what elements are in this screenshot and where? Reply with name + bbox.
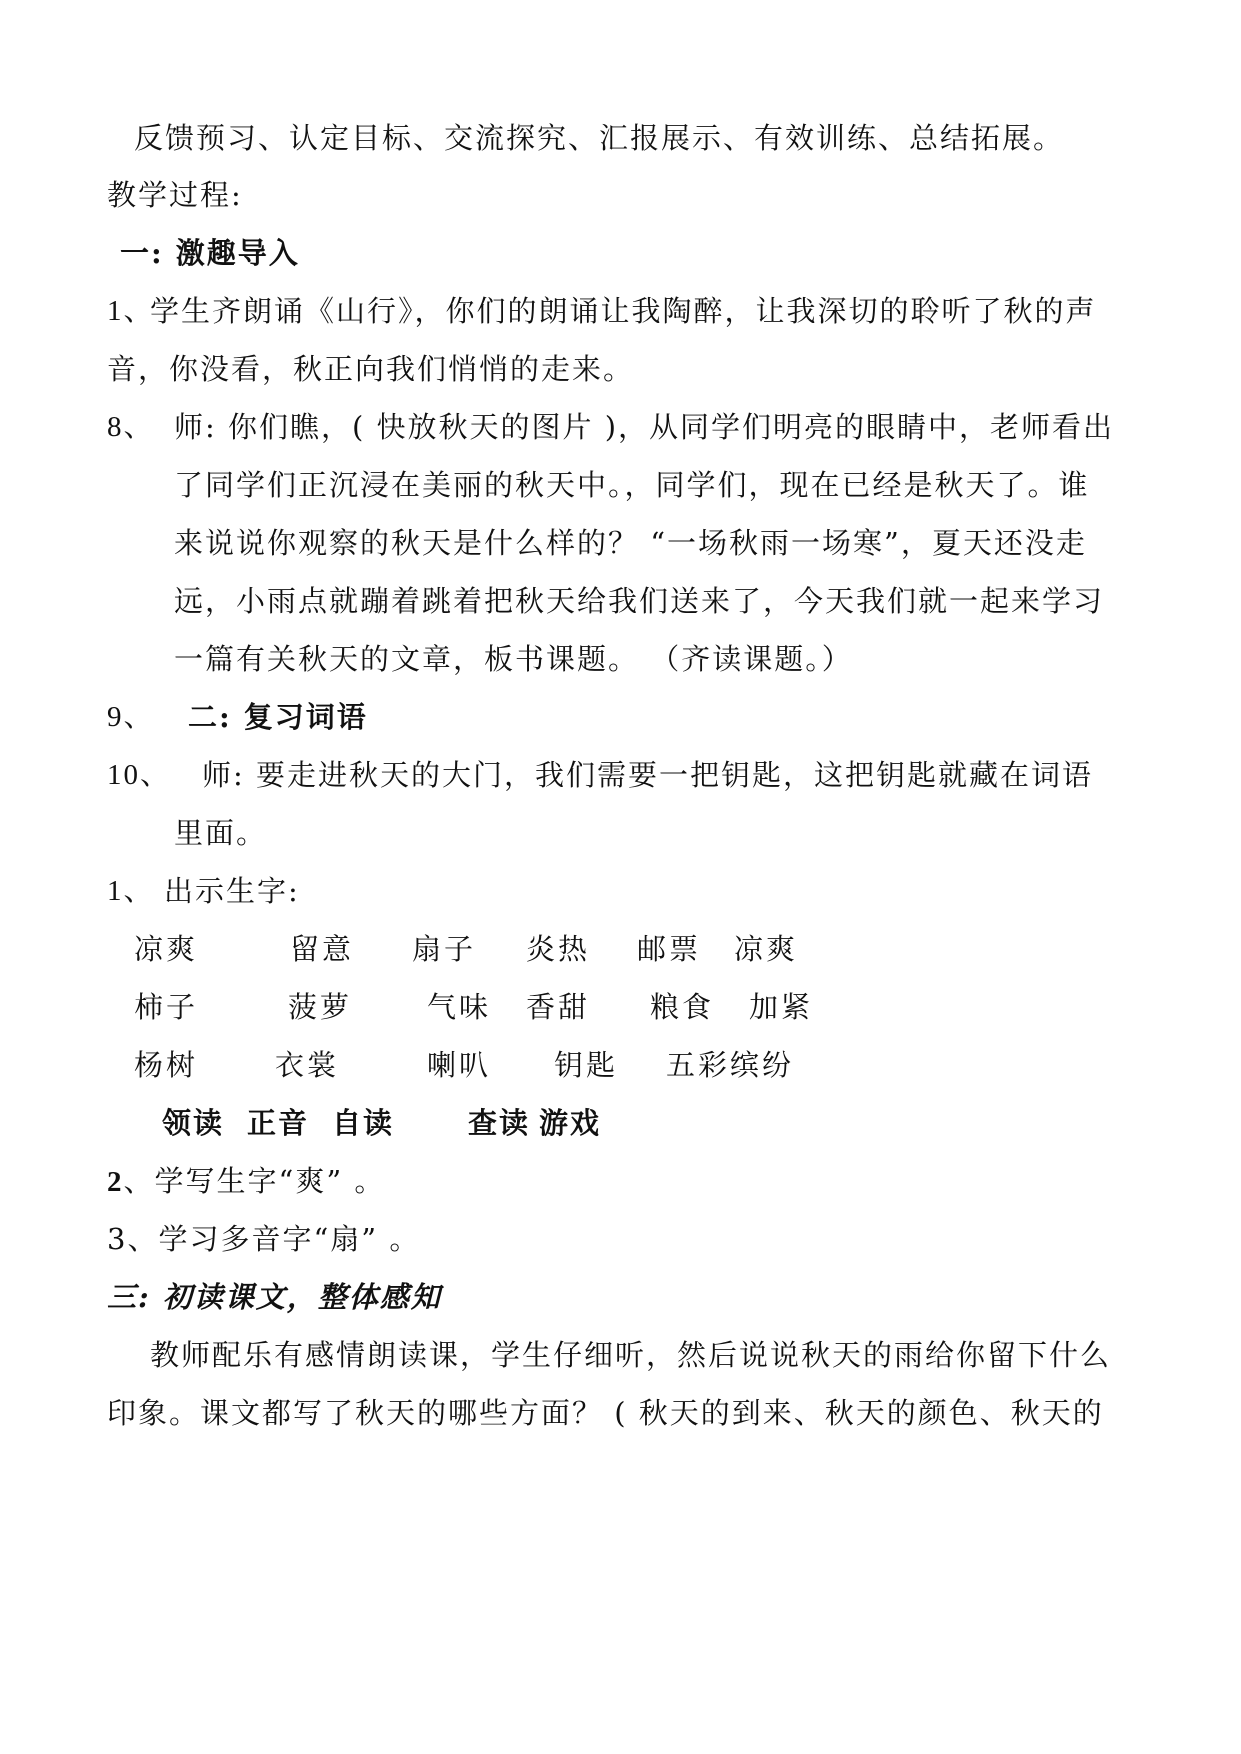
item8-line3: 来说说你观察的秋天是什么样的？ “一场秋雨一场寒”，夏天还没走 — [174, 526, 1087, 560]
item1-line1: 学生齐朗诵《山行》，你们的朗诵让我陶醉，让我深切的聆听了秋的声 — [150, 294, 1097, 328]
item8-line1: 师: 你们瞧，( 快放秋天的图片 )，从同学们明亮的眼睛中，老师看出 — [174, 410, 1115, 444]
word: 邮票 — [637, 932, 702, 966]
section3-heading: 三: 初读课文，整体感知 — [107, 1280, 442, 1314]
word: 香甜 — [526, 990, 591, 1024]
steps-line: 反馈预习、认定目标、交流探究、汇报展示、有效训练、总结拓展。 — [134, 121, 1065, 155]
activity: 游戏 — [539, 1106, 602, 1140]
word: 柿子 — [134, 990, 199, 1024]
activity: 查读 — [468, 1106, 531, 1140]
item8-line4: 远，小雨点就蹦着跳着把秋天给我们送来了，今天我们就一起来学习 — [174, 584, 1105, 618]
word: 菠萝 — [288, 990, 353, 1024]
section1-heading: 一: 激趣导入 — [120, 236, 300, 270]
activity: 正音 — [247, 1106, 310, 1140]
sub1-text: 出示生字: — [164, 874, 300, 908]
process-heading: 教学过程: — [107, 178, 243, 212]
sub2-line — [107, 1164, 385, 1199]
word: 衣裳 — [275, 1048, 340, 1082]
activity: 自读 — [332, 1106, 395, 1140]
item8-line2: 了同学们正沉浸在美丽的秋天中。，同学们，现在已经是秋天了。谁 — [174, 468, 1090, 502]
sub1-number: 1、 — [107, 875, 155, 907]
word: 扇子 — [412, 932, 477, 966]
word: 五彩缤纷 — [666, 1048, 795, 1082]
item9-number: 9、 — [107, 701, 155, 733]
item8-number: 8、 — [107, 411, 155, 443]
word: 凉爽 — [134, 932, 199, 966]
item10-line2: 里面。 — [174, 816, 268, 850]
word: 气味 — [427, 990, 492, 1024]
word: 留意 — [290, 932, 355, 966]
activity: 领读 — [162, 1106, 225, 1140]
item1-line2: 音，你没看，秋正向我们悄悄的走来。 — [107, 352, 635, 386]
section2-heading: 二: 复习词语 — [188, 700, 368, 734]
word: 杨树 — [134, 1048, 199, 1082]
item10-number: 10、 — [107, 759, 172, 791]
sub3-line: 3、学习多音字“扇” 。 — [107, 1222, 421, 1256]
sub2-text: 、学写生字“爽” 。 — [123, 1164, 386, 1198]
word: 粮食 — [650, 990, 715, 1024]
word: 炎热 — [526, 932, 591, 966]
item1-number: 1、 — [107, 295, 155, 327]
word: 加紧 — [749, 990, 814, 1024]
word: 钥匙 — [554, 1048, 619, 1082]
word: 凉爽 — [734, 932, 799, 966]
word: 喇叭 — [427, 1048, 492, 1082]
final-line1: 教师配乐有感情朗读课，学生仔细听，然后说说秋天的雨给你留下什么 — [150, 1338, 1112, 1372]
item10-line1: 师: 要走进秋天的大门，我们需要一把钥匙，这把钥匙就藏在词语 — [202, 758, 1093, 792]
item8-line5: 一篇有关秋天的文章，板书课题。 （齐读课题。） — [174, 642, 853, 676]
final-line2: 印象。课文都写了秋天的哪些方面？ ( 秋天的到来、秋天的颜色、秋天的 — [107, 1396, 1104, 1430]
sub2-number: 2 — [107, 1166, 124, 1198]
